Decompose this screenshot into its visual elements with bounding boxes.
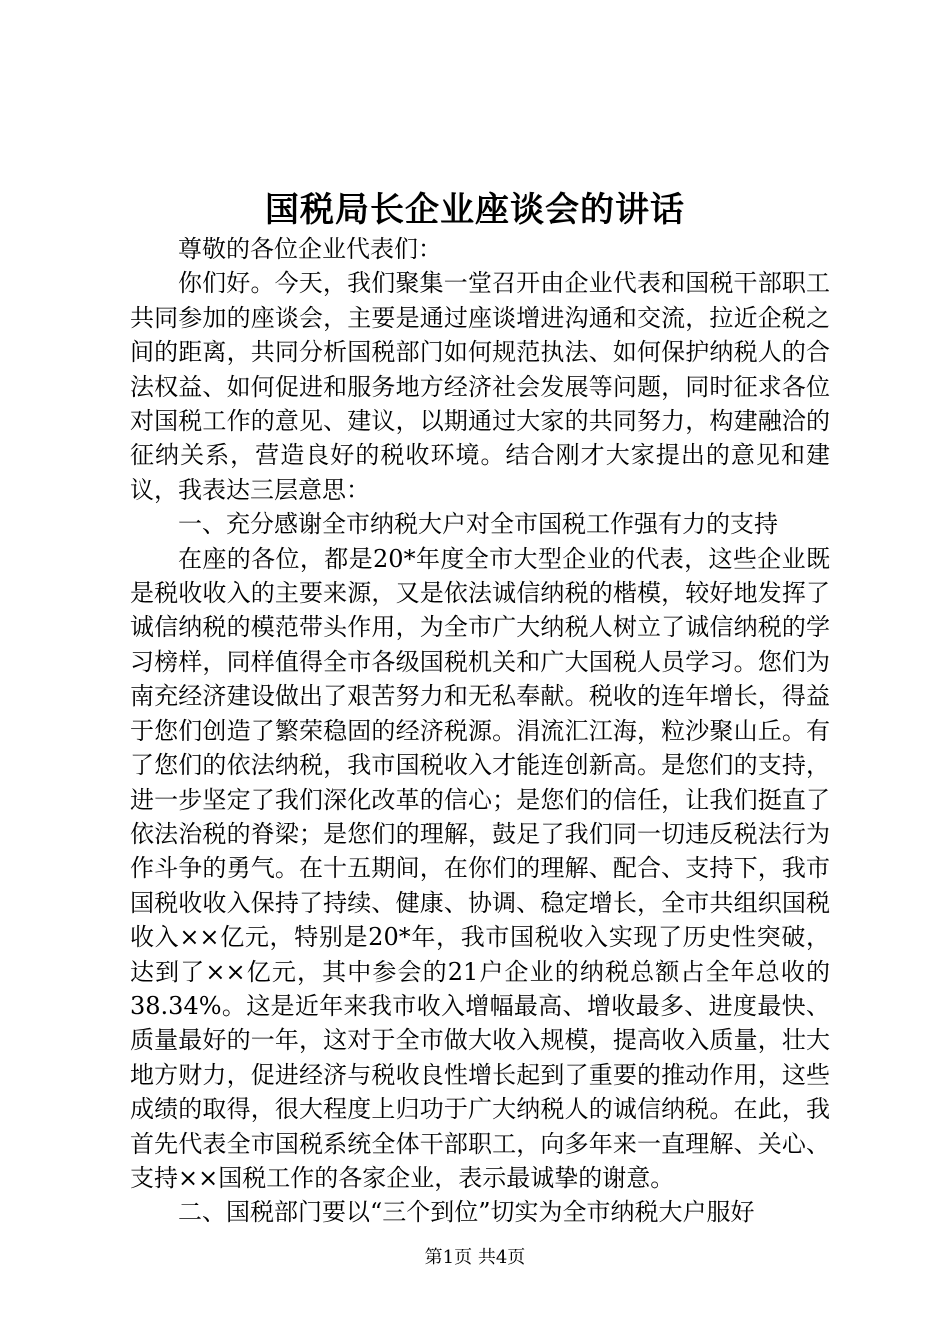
salutation-paragraph: 尊敬的各位企业代表们： xyxy=(178,235,442,263)
body-paragraph: 在座的各位，都是20*年度全市大型企业的代表，这些企业既是税收收入的主要来源，又是依法诚信纳税的楷模，较好地发挥了诚信纳税的模范带头作用，为全市广大纳税人树立了诚信纳税的学习榜样，同样值得全市各级国税机关和广大国税人员学习。您们为南充经济建设做出了艰苦努力和无私奉献。税收的连年增长，得益于您们创造了繁荣稳固的经济税源。涓流汇江海，粒沙聚山丘。有了您们的依法纳税，我市国税收入才能连创新高。是您们的支持，进一步坚定了我们深化改革的信心；是您们的信任，让我们挺直了依法治税的脊梁；是您们的理解，鼓足了我们同一切违反税法行为作斗争的勇气。在十五期间，在你们的理解、配合、支持下，我市国税收收入保持了持续、健康、协调、稳定增长，全市共组织国税收入××亿元，特别是20*年，我市国税收入实现了历史性突破，达到了××亿元，其中参会的21户企业的纳税总额占全年总收的38.34%。这是近年来我市收入增幅最高、增收最多、进度最快、质量最好的一年，这对于全市做大收入规模，提高收入质量，壮大地方财力，促进经济与税收良性增长起到了重要的推动作用，这些成绩的取得，很大程度上归功于广大纳税人的诚信纳税。在此，我首先代表全市国税系统全体干部职工，向多年来一直理解、关心、支持××国税工作的各家企业，表示最诚挚的谢意。 xyxy=(130,544,830,1192)
section-heading-2: 二、国税部门要以“三个到位”切实为全市纳税大户服好 xyxy=(178,1198,755,1227)
opening-paragraph: 你们好。今天，我们聚集一堂召开由企业代表和国税干部职工共同参加的座谈会，主要是通过座谈增进沟通和交流，拉近企税之间的距离，共同分析国税部门如何规范执法、如何保护纳税人的合法权益、如何促进和服务地方经济社会发展等问题，同时征求各位对国税工作的意见、建议，以期通过大家的共同努力，构建融洽的征纳关系，营造良好的税收环境。结合刚才大家提出的意见和建议，我表达三层意思： xyxy=(130,269,830,504)
document-title: 国税局长企业座谈会的讲话 xyxy=(265,190,685,230)
section-heading-1: 一、充分感谢全市纳税大户对全市国税工作强有力的支持 xyxy=(178,510,778,539)
document-body xyxy=(130,232,830,1230)
page-number-footer: 第1页 共4页 xyxy=(424,1247,526,1268)
